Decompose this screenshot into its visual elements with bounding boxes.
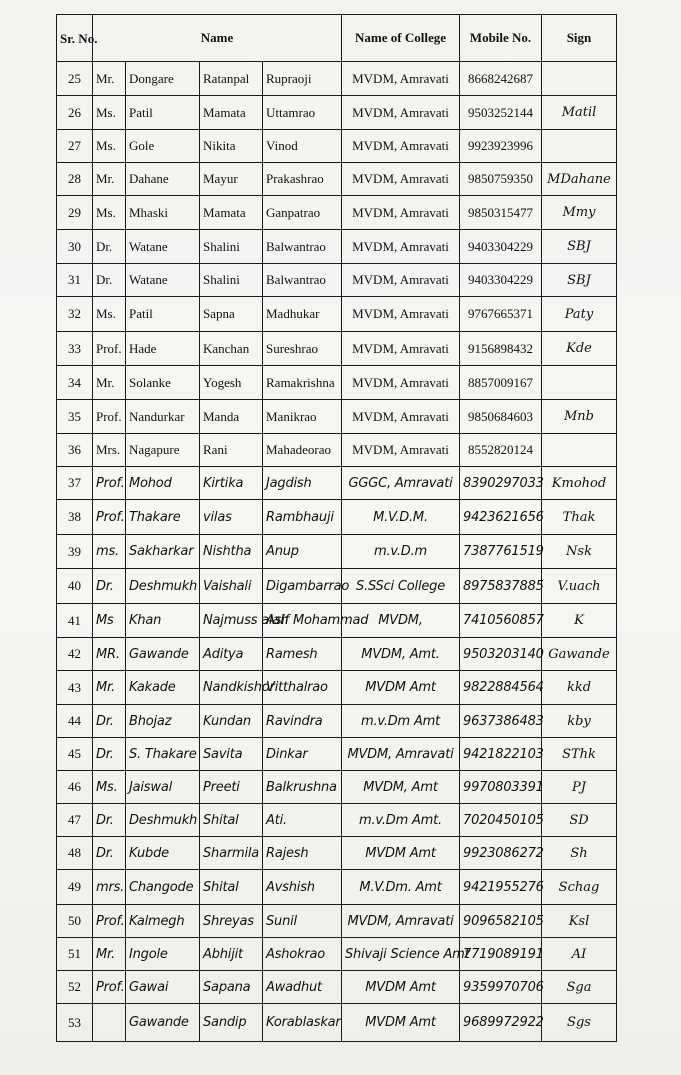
middle-name-cell: Digambarrao bbox=[263, 569, 342, 604]
title-cell: Prof. bbox=[93, 400, 126, 434]
title-cell bbox=[93, 1004, 126, 1042]
middle-name-cell: Rupraoji bbox=[263, 62, 342, 96]
mobile-cell: 9423621656 bbox=[460, 500, 542, 535]
signature-cell bbox=[542, 366, 617, 400]
mobile-cell: 9359970706 bbox=[460, 971, 542, 1004]
table-row bbox=[57, 535, 617, 569]
mobile-cell: 9923086272 bbox=[460, 837, 542, 870]
mobile-cell: 9850759350 bbox=[460, 163, 542, 196]
sr-cell: 38 bbox=[57, 500, 93, 535]
college-cell: MVDM, bbox=[342, 604, 460, 638]
middle-name-cell: Dinkar bbox=[263, 738, 342, 771]
sr-cell: 25 bbox=[57, 62, 93, 96]
signature-cell: MDahane bbox=[542, 163, 617, 196]
mobile-cell: 8857009167 bbox=[460, 366, 542, 400]
surname-cell: Deshmukh bbox=[126, 804, 200, 837]
sr-cell: 50 bbox=[57, 905, 93, 938]
sr-cell: 35 bbox=[57, 400, 93, 434]
table-row bbox=[57, 1004, 617, 1042]
mobile-cell: 9637386483 bbox=[460, 705, 542, 738]
surname-cell: Kubde bbox=[126, 837, 200, 870]
college-cell: MVDM, Amravati bbox=[342, 96, 460, 130]
title-cell: Mr. bbox=[93, 938, 126, 971]
mobile-cell: 9850684603 bbox=[460, 400, 542, 434]
mobile-cell: 9970803391 bbox=[460, 771, 542, 804]
table-row bbox=[57, 264, 617, 297]
college-cell: MVDM, Amravati bbox=[342, 130, 460, 163]
first-name-cell: Kirtika bbox=[200, 467, 263, 500]
title-cell: Ms. bbox=[93, 96, 126, 130]
title-cell: Dr. bbox=[93, 837, 126, 870]
mobile-cell: 9503203140 bbox=[460, 638, 542, 671]
college-cell: M.V.Dm. Amt bbox=[342, 870, 460, 905]
college-cell: MVDM, Amravati bbox=[342, 264, 460, 297]
first-name-cell: Kundan bbox=[200, 705, 263, 738]
signature-cell: AI bbox=[542, 938, 617, 971]
table-row bbox=[57, 604, 617, 638]
surname-cell: Watane bbox=[126, 264, 200, 297]
middle-name-cell: Balkrushna bbox=[263, 771, 342, 804]
title-cell: mrs. bbox=[93, 870, 126, 905]
surname-cell: Thakare bbox=[126, 500, 200, 535]
title-cell: Ms bbox=[93, 604, 126, 638]
middle-name-cell: Ashokrao bbox=[263, 938, 342, 971]
college-cell: MVDM, Amravati bbox=[342, 62, 460, 96]
surname-cell: Mohod bbox=[126, 467, 200, 500]
first-name-cell: Nandkishor bbox=[200, 671, 263, 705]
table-row bbox=[57, 230, 617, 264]
first-name-cell: Sharmila bbox=[200, 837, 263, 870]
first-name-cell: Shital bbox=[200, 870, 263, 905]
signature-cell: kby bbox=[542, 705, 617, 738]
surname-cell: Changode bbox=[126, 870, 200, 905]
table-row bbox=[57, 366, 617, 400]
signature-cell: SBJ bbox=[542, 230, 617, 264]
table-row bbox=[57, 500, 617, 535]
signature-cell: V.uach bbox=[542, 569, 617, 604]
middle-name-cell: Rambhauji bbox=[263, 500, 342, 535]
middle-name-cell: Ravindra bbox=[263, 705, 342, 738]
signature-cell: PJ bbox=[542, 771, 617, 804]
title-cell: ms. bbox=[93, 535, 126, 569]
surname-cell: Watane bbox=[126, 230, 200, 264]
surname-cell: Patil bbox=[126, 96, 200, 130]
first-name-cell: Ratanpal bbox=[200, 62, 263, 96]
college-cell: MVDM, Amravati bbox=[342, 434, 460, 467]
header-sr-no: Sr. No. bbox=[57, 15, 93, 62]
college-cell: MVDM, Amt bbox=[342, 771, 460, 804]
signature-cell: Mmy bbox=[542, 196, 617, 230]
signature-cell: Matil bbox=[542, 96, 617, 130]
college-cell: MVDM Amt bbox=[342, 671, 460, 705]
sr-cell: 53 bbox=[57, 1004, 93, 1042]
title-cell: Prof. bbox=[93, 971, 126, 1004]
middle-name-cell: Asif Mohammad bbox=[263, 604, 342, 638]
surname-cell: Patil bbox=[126, 297, 200, 332]
surname-cell: Khan bbox=[126, 604, 200, 638]
middle-name-cell: Jagdish bbox=[263, 467, 342, 500]
signature-cell: K bbox=[542, 604, 617, 638]
first-name-cell: Shital bbox=[200, 804, 263, 837]
mobile-cell: 9096582105 bbox=[460, 905, 542, 938]
signature-cell: Ksl bbox=[542, 905, 617, 938]
middle-name-cell: Balwantrao bbox=[263, 230, 342, 264]
signature-cell bbox=[542, 434, 617, 467]
first-name-cell: Shalini bbox=[200, 230, 263, 264]
first-name-cell: Najmuss alah bbox=[200, 604, 263, 638]
surname-cell: Kakade bbox=[126, 671, 200, 705]
sr-cell: 47 bbox=[57, 804, 93, 837]
first-name-cell: Sandip bbox=[200, 1004, 263, 1042]
sr-cell: 45 bbox=[57, 738, 93, 771]
title-cell: Ms. bbox=[93, 771, 126, 804]
mobile-cell: 7020450105 bbox=[460, 804, 542, 837]
college-cell: MVDM, Amravati bbox=[342, 230, 460, 264]
middle-name-cell: Sureshrao bbox=[263, 332, 342, 366]
first-name-cell: Sapna bbox=[200, 297, 263, 332]
title-cell: Prof. bbox=[93, 500, 126, 535]
sr-cell: 37 bbox=[57, 467, 93, 500]
first-name-cell: Nikita bbox=[200, 130, 263, 163]
middle-name-cell: Ganpatrao bbox=[263, 196, 342, 230]
signature-cell: Paty bbox=[542, 297, 617, 332]
first-name-cell: Shalini bbox=[200, 264, 263, 297]
table-row bbox=[57, 837, 617, 870]
title-cell: Prof. bbox=[93, 905, 126, 938]
title-cell: Dr. bbox=[93, 569, 126, 604]
college-cell: MVDM, Amt. bbox=[342, 638, 460, 671]
sr-cell: 40 bbox=[57, 569, 93, 604]
mobile-cell: 9822884564 bbox=[460, 671, 542, 705]
mobile-cell: 9421955276 bbox=[460, 870, 542, 905]
first-name-cell: Shreyas bbox=[200, 905, 263, 938]
sr-cell: 48 bbox=[57, 837, 93, 870]
surname-cell: Gole bbox=[126, 130, 200, 163]
mobile-cell: 9503252144 bbox=[460, 96, 542, 130]
table-row bbox=[57, 332, 617, 366]
sr-cell: 46 bbox=[57, 771, 93, 804]
table-row bbox=[57, 804, 617, 837]
title-cell: MR. bbox=[93, 638, 126, 671]
signature-cell: Kde bbox=[542, 332, 617, 366]
sr-cell: 49 bbox=[57, 870, 93, 905]
college-cell: m.v.D.m bbox=[342, 535, 460, 569]
signature-cell: kkd bbox=[542, 671, 617, 705]
sr-cell: 51 bbox=[57, 938, 93, 971]
surname-cell: Deshmukh bbox=[126, 569, 200, 604]
mobile-cell: 9421822103 bbox=[460, 738, 542, 771]
sr-cell: 42 bbox=[57, 638, 93, 671]
title-cell: Dr. bbox=[93, 264, 126, 297]
title-cell: Dr. bbox=[93, 738, 126, 771]
surname-cell: Dahane bbox=[126, 163, 200, 196]
sr-cell: 31 bbox=[57, 264, 93, 297]
surname-cell: Mhaski bbox=[126, 196, 200, 230]
title-cell: Mr. bbox=[93, 366, 126, 400]
mobile-cell: 9403304229 bbox=[460, 230, 542, 264]
mobile-cell: 9850315477 bbox=[460, 196, 542, 230]
mobile-cell: 9156898432 bbox=[460, 332, 542, 366]
title-cell: Mr. bbox=[93, 163, 126, 196]
surname-cell: Solanke bbox=[126, 366, 200, 400]
middle-name-cell: Awadhut bbox=[263, 971, 342, 1004]
college-cell: GGGC, Amravati bbox=[342, 467, 460, 500]
sr-cell: 34 bbox=[57, 366, 93, 400]
sr-cell: 32 bbox=[57, 297, 93, 332]
college-cell: Shivaji Science Amt bbox=[342, 938, 460, 971]
surname-cell: Kalmegh bbox=[126, 905, 200, 938]
middle-name-cell: Ramesh bbox=[263, 638, 342, 671]
first-name-cell: Mamata bbox=[200, 196, 263, 230]
first-name-cell: Savita bbox=[200, 738, 263, 771]
signature-cell: Sga bbox=[542, 971, 617, 1004]
signature-cell: Sh bbox=[542, 837, 617, 870]
table-row bbox=[57, 738, 617, 771]
signature-cell: SBJ bbox=[542, 264, 617, 297]
sr-cell: 29 bbox=[57, 196, 93, 230]
mobile-cell: 9689972922 bbox=[460, 1004, 542, 1042]
college-cell: MVDM, Amravati bbox=[342, 905, 460, 938]
surname-cell: Nandurkar bbox=[126, 400, 200, 434]
middle-name-cell: Avshish bbox=[263, 870, 342, 905]
middle-name-cell: Korablaskar bbox=[263, 1004, 342, 1042]
title-cell: Dr. bbox=[93, 804, 126, 837]
signature-cell bbox=[542, 62, 617, 96]
first-name-cell: Sapana bbox=[200, 971, 263, 1004]
table-header-row bbox=[57, 15, 617, 62]
signature-cell: Kmohod bbox=[542, 467, 617, 500]
college-cell: MVDM Amt bbox=[342, 1004, 460, 1042]
middle-name-cell: Uttamrao bbox=[263, 96, 342, 130]
table-row bbox=[57, 671, 617, 705]
sr-cell: 26 bbox=[57, 96, 93, 130]
surname-cell: Hade bbox=[126, 332, 200, 366]
header-sign: Sign bbox=[542, 15, 617, 62]
college-cell: MVDM Amt bbox=[342, 837, 460, 870]
middle-name-cell: Vitthalrao bbox=[263, 671, 342, 705]
college-cell: m.v.Dm Amt bbox=[342, 705, 460, 738]
college-cell: MVDM Amt bbox=[342, 971, 460, 1004]
college-cell: M.V.D.M. bbox=[342, 500, 460, 535]
signature-cell: SThk bbox=[542, 738, 617, 771]
mobile-cell: 9767665371 bbox=[460, 297, 542, 332]
sr-cell: 36 bbox=[57, 434, 93, 467]
first-name-cell: Yogesh bbox=[200, 366, 263, 400]
table-row bbox=[57, 467, 617, 500]
mobile-cell: 8975837885 bbox=[460, 569, 542, 604]
signature-cell: SD bbox=[542, 804, 617, 837]
college-cell: MVDM, Amravati bbox=[342, 297, 460, 332]
table-row bbox=[57, 905, 617, 938]
sr-cell: 44 bbox=[57, 705, 93, 738]
middle-name-cell: Vinod bbox=[263, 130, 342, 163]
sr-cell: 28 bbox=[57, 163, 93, 196]
mobile-cell: 9403304229 bbox=[460, 264, 542, 297]
first-name-cell: Rani bbox=[200, 434, 263, 467]
sr-cell: 43 bbox=[57, 671, 93, 705]
title-cell: Ms. bbox=[93, 130, 126, 163]
surname-cell: Sakharkar bbox=[126, 535, 200, 569]
first-name-cell: Kanchan bbox=[200, 332, 263, 366]
table-row bbox=[57, 130, 617, 163]
first-name-cell: Mamata bbox=[200, 96, 263, 130]
college-cell: MVDM, Amravati bbox=[342, 738, 460, 771]
mobile-cell: 9923923996 bbox=[460, 130, 542, 163]
college-cell: MVDM, Amravati bbox=[342, 366, 460, 400]
middle-name-cell: Sunil bbox=[263, 905, 342, 938]
sr-cell: 27 bbox=[57, 130, 93, 163]
title-cell: Ms. bbox=[93, 297, 126, 332]
table-row bbox=[57, 569, 617, 604]
surname-cell: Gawande bbox=[126, 1004, 200, 1042]
table-row bbox=[57, 297, 617, 332]
middle-name-cell: Mahadeorao bbox=[263, 434, 342, 467]
middle-name-cell: Ramakrishna bbox=[263, 366, 342, 400]
college-cell: S.SSci College bbox=[342, 569, 460, 604]
first-name-cell: Aditya bbox=[200, 638, 263, 671]
surname-cell: Dongare bbox=[126, 62, 200, 96]
surname-cell: Ingole bbox=[126, 938, 200, 971]
table-row bbox=[57, 870, 617, 905]
title-cell: Mrs. bbox=[93, 434, 126, 467]
title-cell: Mr. bbox=[93, 671, 126, 705]
college-cell: MVDM, Amravati bbox=[342, 163, 460, 196]
surname-cell: Nagapure bbox=[126, 434, 200, 467]
mobile-cell: 7719089191 bbox=[460, 938, 542, 971]
table-row bbox=[57, 400, 617, 434]
college-cell: MVDM, Amravati bbox=[342, 400, 460, 434]
surname-cell: Jaiswal bbox=[126, 771, 200, 804]
first-name-cell: Nishtha bbox=[200, 535, 263, 569]
middle-name-cell: Prakashrao bbox=[263, 163, 342, 196]
first-name-cell: Abhijit bbox=[200, 938, 263, 971]
mobile-cell: 8390297033 bbox=[460, 467, 542, 500]
mobile-cell: 7387761519 bbox=[460, 535, 542, 569]
signature-cell: Schag bbox=[542, 870, 617, 905]
signature-cell: Gawande bbox=[542, 638, 617, 671]
signature-cell: Thak bbox=[542, 500, 617, 535]
attendance-table bbox=[56, 14, 617, 1042]
mobile-cell: 8668242687 bbox=[460, 62, 542, 96]
table-row bbox=[57, 938, 617, 971]
header-college: Name of College bbox=[342, 15, 460, 62]
sr-cell: 41 bbox=[57, 604, 93, 638]
college-cell: MVDM, Amravati bbox=[342, 196, 460, 230]
table-row bbox=[57, 62, 617, 96]
signature-cell: Sgs bbox=[542, 1004, 617, 1042]
header-name: Name bbox=[93, 15, 342, 62]
sr-cell: 39 bbox=[57, 535, 93, 569]
college-cell: MVDM, Amravati bbox=[342, 332, 460, 366]
sr-cell: 52 bbox=[57, 971, 93, 1004]
surname-cell: Bhojaz bbox=[126, 705, 200, 738]
signature-cell: Mnb bbox=[542, 400, 617, 434]
table-row bbox=[57, 771, 617, 804]
table-row bbox=[57, 971, 617, 1004]
surname-cell: Gawande bbox=[126, 638, 200, 671]
signature-cell: Nsk bbox=[542, 535, 617, 569]
middle-name-cell: Anup bbox=[263, 535, 342, 569]
title-cell: Dr. bbox=[93, 705, 126, 738]
sr-cell: 33 bbox=[57, 332, 93, 366]
middle-name-cell: Rajesh bbox=[263, 837, 342, 870]
title-cell: Dr. bbox=[93, 230, 126, 264]
table-row bbox=[57, 434, 617, 467]
mobile-cell: 8552820124 bbox=[460, 434, 542, 467]
middle-name-cell: Balwantrao bbox=[263, 264, 342, 297]
title-cell: Prof. bbox=[93, 467, 126, 500]
middle-name-cell: Manikrao bbox=[263, 400, 342, 434]
mobile-cell: 7410560857 bbox=[460, 604, 542, 638]
header-mobile: Mobile No. bbox=[460, 15, 542, 62]
first-name-cell: vilas bbox=[200, 500, 263, 535]
first-name-cell: Preeti bbox=[200, 771, 263, 804]
sr-cell: 30 bbox=[57, 230, 93, 264]
table-row bbox=[57, 163, 617, 196]
surname-cell: S. Thakare bbox=[126, 738, 200, 771]
surname-cell: Gawai bbox=[126, 971, 200, 1004]
title-cell: Ms. bbox=[93, 196, 126, 230]
first-name-cell: Vaishali bbox=[200, 569, 263, 604]
table-row bbox=[57, 96, 617, 130]
title-cell: Mr. bbox=[93, 62, 126, 96]
first-name-cell: Manda bbox=[200, 400, 263, 434]
college-cell: m.v.Dm Amt. bbox=[342, 804, 460, 837]
table-row bbox=[57, 638, 617, 671]
signature-cell bbox=[542, 130, 617, 163]
table-row bbox=[57, 196, 617, 230]
first-name-cell: Mayur bbox=[200, 163, 263, 196]
middle-name-cell: Madhukar bbox=[263, 297, 342, 332]
middle-name-cell: Ati. bbox=[263, 804, 342, 837]
title-cell: Prof. bbox=[93, 332, 126, 366]
table-row bbox=[57, 705, 617, 738]
